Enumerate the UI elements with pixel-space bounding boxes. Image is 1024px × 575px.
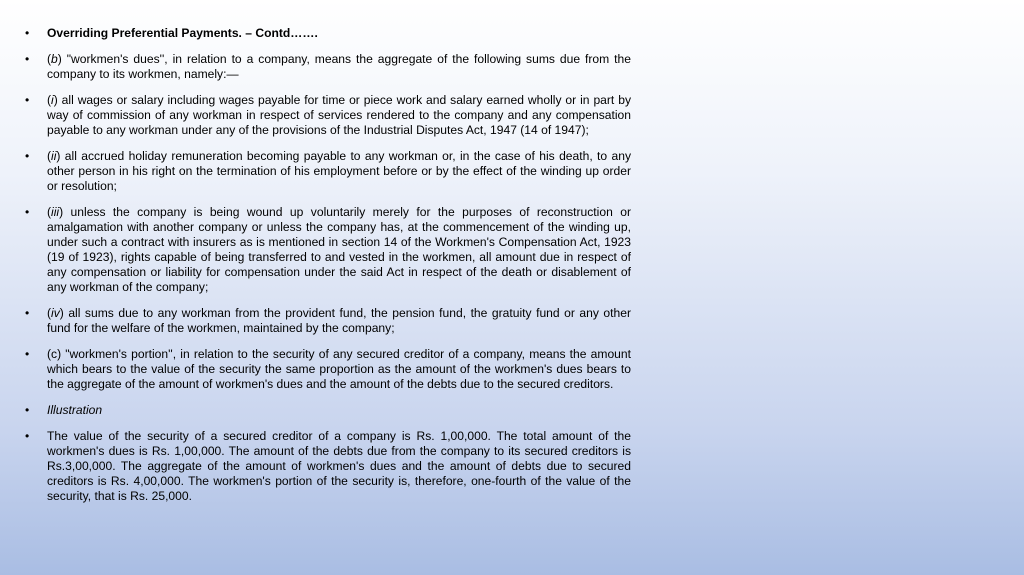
bullet-marker: • — [25, 149, 30, 163]
bullet-marker: • — [25, 93, 30, 107]
bullet-marker: • — [25, 306, 30, 320]
bullet-clause-ii — [25, 149, 631, 194]
para-prefix-open: ( — [47, 93, 52, 107]
slide-title: Overriding Preferential Payments. – Contd……. — [47, 26, 318, 40]
bullet-marker: • — [25, 347, 30, 361]
para-prefix-close: ) — [56, 149, 61, 163]
bullet-marker: • — [25, 403, 30, 417]
para-prefix-close: ) — [59, 306, 64, 320]
para-prefix-open: ( — [47, 52, 52, 66]
para-text: all wages or salary including wages payable for time or piece work and salary earned wholly or in part by way of commission of any workman in respect of services rendered to the company and any compensation payable to any workman under any of the provisions of the Industrial Disputes Act, 1947 (14 of 1947); — [47, 93, 631, 137]
para-marker: b — [51, 52, 58, 66]
bullet-clause-iv — [25, 306, 631, 336]
para-prefix-close: ) — [57, 52, 62, 66]
para-text: unless the company is being wound up voluntarily merely for the purposes of reconstruction or amalgamation with another company or unless the company has, at the commencement of the winding up, under such a contract with insurers as is mentioned in section 14 of the Workmen's Compensation Act, 1923 (19 of 1923), rights capable of being transferred to and vested in the workmen, all amount due in respect of any compensation or liability for compensation under the said Act in respect of the death or disablement of any workman of the company; — [47, 205, 631, 294]
para-text: (c) "workmen's portion'', in relation to the security of any secured creditor of a company, means the amount which bears to the value of the security the same proportion as the amount of the workmen's dues bears to the aggregate of the amount of workmen's dues and the amount of the debts due to the secured creditors. — [47, 347, 631, 391]
para-prefix-close: ) — [59, 205, 64, 219]
bullet-marker: • — [25, 205, 30, 219]
illustration-heading: Illustration — [47, 403, 103, 417]
bullet-workmens-dues — [25, 52, 631, 82]
para-text: The value of the security of a secured creditor of a company is Rs. 1,00,000. The total amount of the workmen's dues is Rs. 1,00,000. The amount of the debts due from the company to its secured creditors is Rs.3,00,000. The aggregate of the amount of workmen's dues and the amount of debts due to secured creditors is Rs. 4,00,000. The workmen's portion of the security is, therefore, one-fourth of the value of the security, that is Rs. 25,000. — [47, 429, 631, 503]
bullet-clause-iii — [25, 205, 631, 295]
para-marker: ii — [51, 149, 57, 163]
para-marker: i — [51, 93, 54, 107]
bullet-illustration-heading — [25, 403, 631, 418]
bullet-marker: • — [25, 52, 30, 66]
para-prefix-open: ( — [47, 149, 52, 163]
para-text: "workmen's dues'', in relation to a company, means the aggregate of the following sums due from the company to its workmen, namely:— — [47, 52, 631, 81]
slide-content — [25, 26, 631, 515]
bullet-title — [25, 26, 631, 41]
bullet-clause-i — [25, 93, 631, 138]
para-marker: iv — [51, 306, 60, 320]
para-text: all accrued holiday remuneration becoming payable to any workman or, in the case of his death, to any other person in his right on the termination of his employment before or by the effect of the winding up order or resolution; — [47, 149, 631, 193]
bullet-marker: • — [25, 429, 30, 443]
bullet-illustration-text — [25, 429, 631, 504]
para-text: all sums due to any workman from the provident fund, the pension fund, the gratuity fund or any other fund for the welfare of the workmen, maintained by the company; — [47, 306, 631, 335]
para-prefix-close: ) — [53, 93, 58, 107]
para-prefix-open: ( — [47, 306, 52, 320]
bullet-marker: • — [25, 26, 30, 40]
bullet-workmens-portion — [25, 347, 631, 392]
para-marker: iii — [51, 205, 60, 219]
para-prefix-open: ( — [47, 205, 52, 219]
